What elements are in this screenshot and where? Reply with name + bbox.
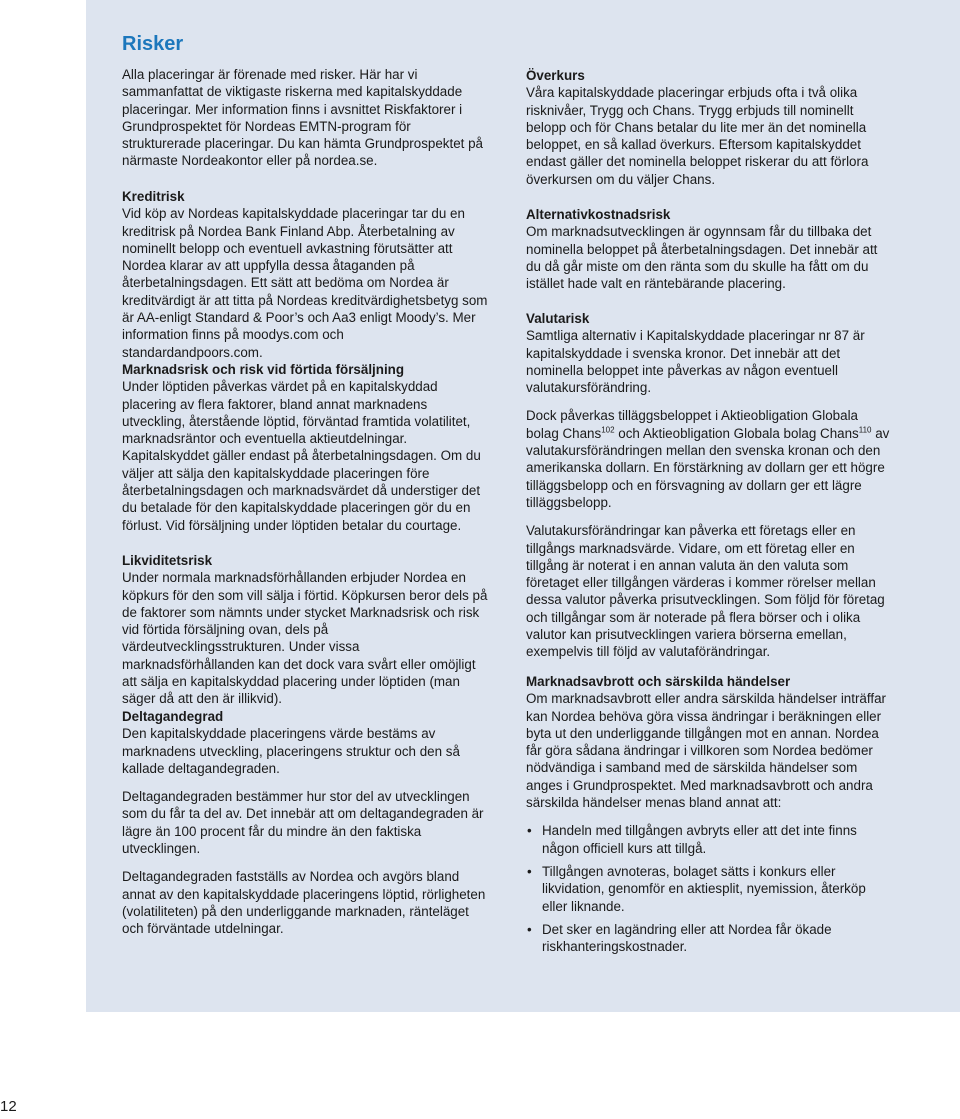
deltagandegrad-section [122,708,488,938]
likviditetsrisk-heading: Likviditetsrisk [122,553,213,568]
overkurs-text: Våra kapitalskyddade placeringar erbjuds ofta i två olika risknivåer, Trygg och Chans. Trygg erbjuds till nominellt belopp och för Chans betalar du lite mer än det nominella beloppet, en så kallad överkurs. Eftersom kapitalskyddet endast gäller det nominella beloppet riskerar du att förlora överkursen om du väljer Chans. [526,85,869,187]
valutarisk-text-2b: och Aktieobligation Globala bolag Chans [614,425,859,441]
alternativkostnadsrisk-text: Om marknadsutvecklingen är ogynnsam får du tillbaka det nominella beloppet på återbetalningsdagen. Det innebär att du då går miste om den ränta som du skulle ha fått om du istället hade valt en räntebärande placering. [526,224,878,292]
page-number: 12 [0,1098,17,1115]
list-item: • Det sker en lagändring eller att Nordea får ökade riskhanteringskostnader. [526,921,892,956]
deltagandegrad-heading: Deltagandegrad [122,709,224,724]
deltagandegrad-text-1: Den kapitalskyddade placeringens värde bestäms av marknadens utveckling, placeringens struktur och den så kallade deltagandegraden. [122,726,460,776]
kreditrisk-section [122,188,488,361]
alternativkostnadsrisk-heading: Alternativkostnadsrisk [526,207,671,222]
overkurs-section [526,67,892,188]
valutarisk-text-2a: Dock påverkas tilläggsbeloppet i Aktieobligation Globala bolag Chans [526,408,858,441]
list-item: • Tillgången avnoteras, bolaget sätts i konkurs eller likvidation, genomför en aktiesplit, nyemission, återköp eller liknande. [526,863,892,915]
marknadsavbrott-heading: Marknadsavbrott och särskilda händelser [526,674,791,689]
valutarisk-text-1: Samtliga alternativ i Kapitalskyddade placeringar nr 87 är kapitalskyddade i svenska kronor. Det innebär att det nominella beloppet inte påverkas av någon eventuell valutakursförändring. [526,328,865,396]
valutarisk-text-3: Valutakursförändringar kan påverka ett företags eller en tillgångs marknadsvärde. Vidare, om ett företag eller en tillgång är noterat i en annan valuta än den valuta som företaget eller tillgången värderas i kommer rörelser mellan dessa valutor påverka prisutvecklingen. Som följd för företag och tillgångar som är noterade på flera börser och i olika valutor kan prisutvecklingen variera börserna emellan, exempelvis till följd av valutaförändringar. [526,523,885,660]
list-item: • Handeln med tillgången avbryts eller att det inte finns någon officiell kurs att tillgå. [526,822,892,857]
page-title: Risker [122,33,184,55]
intro-section [122,66,488,170]
valutarisk-text-2 [526,407,892,511]
overkurs-heading: Överkurs [526,68,585,83]
deltagandegrad-text-2: Deltagandegraden bestämmer hur stor del av utvecklingen som du får ta del av. Det innebär att om deltagandegraden är lägre än 100 procent får du mindre än den faktiska utvecklingen. [122,789,484,857]
marknadsrisk-section [122,361,488,534]
superscript-110: 110 [858,425,872,435]
intro-text: Alla placeringar är förenade med risker. Här har vi sammanfattat de viktigaste riskerna med kapitalskyddade placeringar. Mer information finns i avsnittet Riskfaktorer i Grundprospektet för Nordeas EMTN-program för strukturerade placeringar. Du kan hämta Grundprospektet på närmaste Nordeakontor eller på nordea.se. [122,67,484,169]
marknadsavbrott-section [526,673,892,961]
marknadsavbrott-list [526,822,892,955]
marknadsavbrott-text: Om marknadsavbrott eller andra särskilda händelser inträffar kan Nordea behöva göra vissa ändringar i beräkningen eller byta ut den underliggande tillgången mot en annan. Nordea får göra sådana ändringar i villkoren som Nordea bedömer nödvändiga i samband med de särskilda händelser som anges i Grundprospektet. Med marknadsavbrott och andra särskilda händelser menas bland annat att: [526,691,886,811]
valutarisk-text-2c: av valutakursförändringen mellan den svenska kronan och den amerikanska dollarn. En förstärkning av dollarn ger ett högre tilläggsbelopp och en försvagning av dollarn ger ett lägre tilläggsbelopp. [526,425,890,510]
superscript-102: 102 [601,425,615,435]
kreditrisk-text: Vid köp av Nordeas kapitalskyddade placeringar tar du en kreditrisk på Nordea Bank Finland Abp. Återbetalning av nominellt belopp och eventuell avkastning förutsätter att Nordea klarar av att uppfylla dessa åtaganden på återbetalningsdagen. Ett sätt att bedöma om Nordea är kreditvärdigt är att titta på Nordeas kreditvärdighetsbetyg som är AA-enligt Standard & Poor’s och Aa3 enligt Moody’s. Mer information finns på moodys.com och standardandpoors.com. [122,206,488,360]
marknadsrisk-text: Under löptiden påverkas värdet på en kapitalskyddad placering av flera faktorer, bland annat marknadens utveckling, återstående löptid, förväntad framtida volatilitet, marknadsräntor och eventuella aktieutdelningar. Kapitalskyddet gäller endast på återbetalningsdagen. Om du väljer att sälja den kapitalskyddade placeringen före återbetalningsdagen och marknadsvärdet då understiger det du betalade för den kapitalskyddade placeringen gör du en förlust. Vid försäljning under löptiden betalar du courtage. [122,379,481,533]
likviditetsrisk-section [122,552,488,708]
kreditrisk-heading: Kreditrisk [122,189,185,204]
valutarisk-section [526,310,892,661]
deltagandegrad-text-3: Deltagandegraden fastställs av Nordea och avgörs bland annat av den kapitalskyddade placeringens löptid, rörligheten (volatiliteten) på den underliggande marknaden, ränteläget och förväntade utdelningar. [122,869,486,937]
likviditetsrisk-text: Under normala marknadsförhållanden erbjuder Nordea en köpkurs för den som vill sälja i förtid. Köpkursen beror dels på de faktorer som nämnts under stycket Marknadsrisk och risk vid förtida försäljning ovan, dels på värdeutvecklingsstrukturen. Under vissa marknadsförhållanden kan det dock vara svårt eller omöjligt att sälja en kapitalskyddad placering under löptiden (man säger då att den är illikvid). [122,570,488,707]
valutarisk-heading: Valutarisk [526,311,590,326]
alternativkostnadsrisk-section [526,206,892,292]
marknadsrisk-heading: Marknadsrisk och risk vid förtida försäljning [122,362,405,377]
